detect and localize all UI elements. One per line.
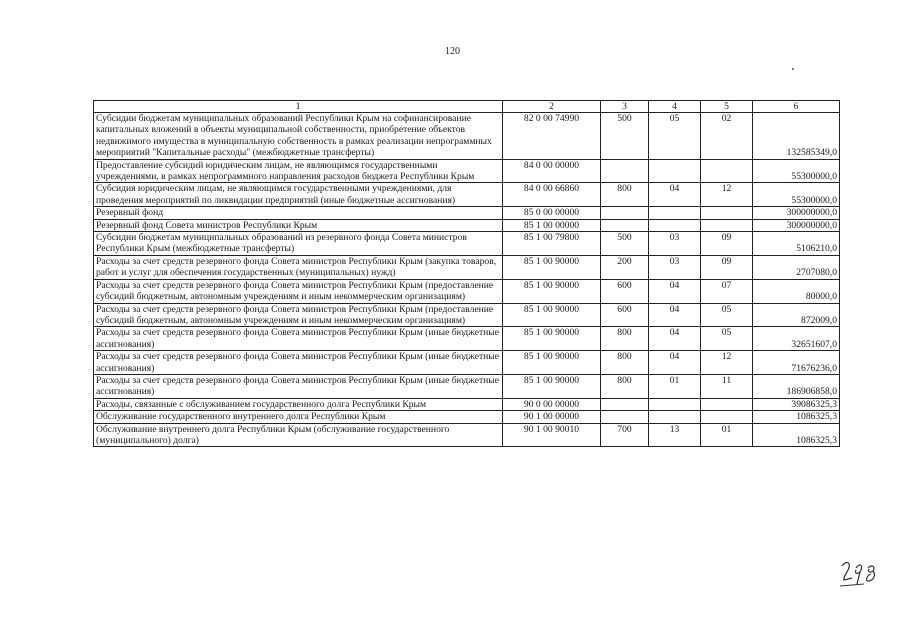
header-col-3: 3 [601,101,649,113]
row-amount-cell: 32651607,0 [753,327,840,351]
row-amount-cell: 872009,0 [753,303,840,327]
table-row [94,279,840,303]
row-code-cell: 85 1 00 00000 [503,219,601,231]
row-section-cell: 01 [649,374,701,398]
table-row [94,423,840,447]
row-expense-type-cell: 800 [601,327,649,351]
row-amount-cell: 1086325,3 [753,423,840,447]
row-amount-cell: 39086325,3 [753,398,840,410]
table-row [94,303,840,327]
row-name-cell: Обслуживание внутреннего долга Республики Крым (обслуживание государственного (муниципального) долга) [94,423,503,447]
row-amount-cell: 5106210,0 [753,232,840,256]
row-name-cell: Предоставление субсидий юридическим лицам, не являющимся государственными учреждениями, в рамках непрограммного направления расходов бюджета Республики Крым [94,159,503,183]
row-amount-cell: 132585349,0 [753,113,840,160]
row-section-cell [649,219,701,231]
row-subsection-cell: 12 [701,183,753,207]
row-amount-cell: 55300000,0 [753,159,840,183]
header-row [94,101,840,113]
table-row [94,159,840,183]
header-col-1: 1 [94,101,503,113]
table-row [94,411,840,423]
row-code-cell: 90 1 00 90010 [503,423,601,447]
table-row [94,374,840,398]
row-subsection-cell [701,159,753,183]
row-expense-type-cell [601,398,649,410]
row-subsection-cell: 07 [701,279,753,303]
row-code-cell: 85 1 00 90000 [503,351,601,375]
row-name-cell: Субсидия юридическим лицам, не являющимся государственными учреждениями, для проведения мероприятий по ликвидации предприятий (иные бюджетные ассигнования) [94,183,503,207]
budget-table [93,100,840,447]
table-body [94,113,840,447]
row-name-cell: Субсидии бюджетам муниципальных образований из резервного фонда Совета министров Республики Крым (межбюджетные трансферты) [94,232,503,256]
row-section-cell [649,159,701,183]
row-code-cell: 85 1 00 79800 [503,232,601,256]
row-subsection-cell: 09 [701,232,753,256]
row-section-cell: 04 [649,279,701,303]
row-subsection-cell: 09 [701,255,753,279]
row-code-cell: 90 1 00 00000 [503,411,601,423]
row-expense-type-cell: 800 [601,374,649,398]
row-subsection-cell [701,398,753,410]
row-name-cell: Расходы за счет средств резервного фонда Совета министров Республики Крым (закупка товаров, работ и услуг для обеспечения государственных (муниципальных) нужд) [94,255,503,279]
row-amount-cell: 186906858,0 [753,374,840,398]
row-subsection-cell [701,411,753,423]
row-name-cell: Резервный фонд Совета министров Республики Крым [94,219,503,231]
row-expense-type-cell [601,159,649,183]
row-code-cell: 85 1 00 90000 [503,255,601,279]
row-subsection-cell: 02 [701,113,753,160]
row-name-cell: Расходы, связанные с обслуживанием государственного долга Республики Крым [94,398,503,410]
row-section-cell [649,398,701,410]
row-section-cell: 03 [649,255,701,279]
header-col-5: 5 [701,101,753,113]
row-section-cell: 04 [649,351,701,375]
row-section-cell [649,207,701,219]
table-row [94,207,840,219]
row-section-cell: 05 [649,113,701,160]
row-expense-type-cell: 500 [601,232,649,256]
row-section-cell: 13 [649,423,701,447]
row-subsection-cell: 05 [701,303,753,327]
row-amount-cell: 71676236,0 [753,351,840,375]
row-code-cell: 85 1 00 90000 [503,303,601,327]
row-amount-cell: 1086325,3 [753,411,840,423]
row-amount-cell: 2707080,0 [753,255,840,279]
row-code-cell: 90 0 00 00000 [503,398,601,410]
row-code-cell: 85 1 00 90000 [503,327,601,351]
row-expense-type-cell: 800 [601,183,649,207]
row-expense-type-cell: 600 [601,279,649,303]
table-row [94,113,840,160]
row-expense-type-cell: 800 [601,351,649,375]
row-subsection-cell: 11 [701,374,753,398]
header-col-6: 6 [753,101,840,113]
row-expense-type-cell [601,411,649,423]
row-name-cell: Расходы за счет средств резервного фонда Совета министров Республики Крым (иные бюджетные ассигнования) [94,327,503,351]
speck-mark [792,68,794,70]
row-amount-cell: 80000,0 [753,279,840,303]
row-code-cell: 84 0 00 00000 [503,159,601,183]
table-row [94,351,840,375]
row-expense-type-cell: 500 [601,113,649,160]
table-row [94,255,840,279]
page-number: 120 [445,46,460,57]
row-name-cell: Резервный фонд [94,207,503,219]
row-subsection-cell [701,219,753,231]
table-row [94,219,840,231]
row-code-cell: 85 1 00 90000 [503,279,601,303]
row-code-cell: 85 0 00 00000 [503,207,601,219]
row-name-cell: Обслуживание государственного внутреннего долга Республики Крым [94,411,503,423]
row-name-cell: Субсидии бюджетам муниципальных образований Республики Крым на софинансирование капитальных вложений в объекты муниципальной собственности, приобретение объектов недвижимого имущества в муниципальную собственность в рамках реализации непрограммных мероприятий "Капитальные расходы" (межбюджетные трансферты) [94,113,503,160]
row-amount-cell: 300000000,0 [753,219,840,231]
row-code-cell: 82 0 00 74990 [503,113,601,160]
handwritten-signature [840,558,880,588]
row-expense-type-cell: 700 [601,423,649,447]
row-section-cell: 04 [649,303,701,327]
row-expense-type-cell [601,207,649,219]
row-amount-cell: 300000000,0 [753,207,840,219]
table-row [94,183,840,207]
row-code-cell: 85 1 00 90000 [503,374,601,398]
header-col-4: 4 [649,101,701,113]
row-name-cell: Расходы за счет средств резервного фонда Совета министров Республики Крым (предоставление субсидий бюджетным, автономным учреждениям и иным некоммерческим организациям) [94,279,503,303]
row-subsection-cell: 05 [701,327,753,351]
row-name-cell: Расходы за счет средств резервного фонда Совета министров Республики Крым (предоставление субсидий бюджетным, автономным учреждениям и иным некоммерческим организациям) [94,303,503,327]
row-amount-cell: 55300000,0 [753,183,840,207]
row-name-cell: Расходы за счет средств резервного фонда Совета министров Республики Крым (иные бюджетные ассигнования) [94,351,503,375]
row-section-cell [649,411,701,423]
table-row [94,232,840,256]
row-expense-type-cell: 600 [601,303,649,327]
table-row [94,327,840,351]
row-subsection-cell: 01 [701,423,753,447]
row-code-cell: 84 0 00 66860 [503,183,601,207]
row-expense-type-cell [601,219,649,231]
row-section-cell: 04 [649,327,701,351]
row-section-cell: 03 [649,232,701,256]
table-row [94,398,840,410]
row-expense-type-cell: 200 [601,255,649,279]
row-subsection-cell: 12 [701,351,753,375]
row-name-cell: Расходы за счет средств резервного фонда Совета министров Республики Крым (иные бюджетные ассигнования) [94,374,503,398]
row-section-cell: 04 [649,183,701,207]
row-subsection-cell [701,207,753,219]
header-col-2: 2 [503,101,601,113]
